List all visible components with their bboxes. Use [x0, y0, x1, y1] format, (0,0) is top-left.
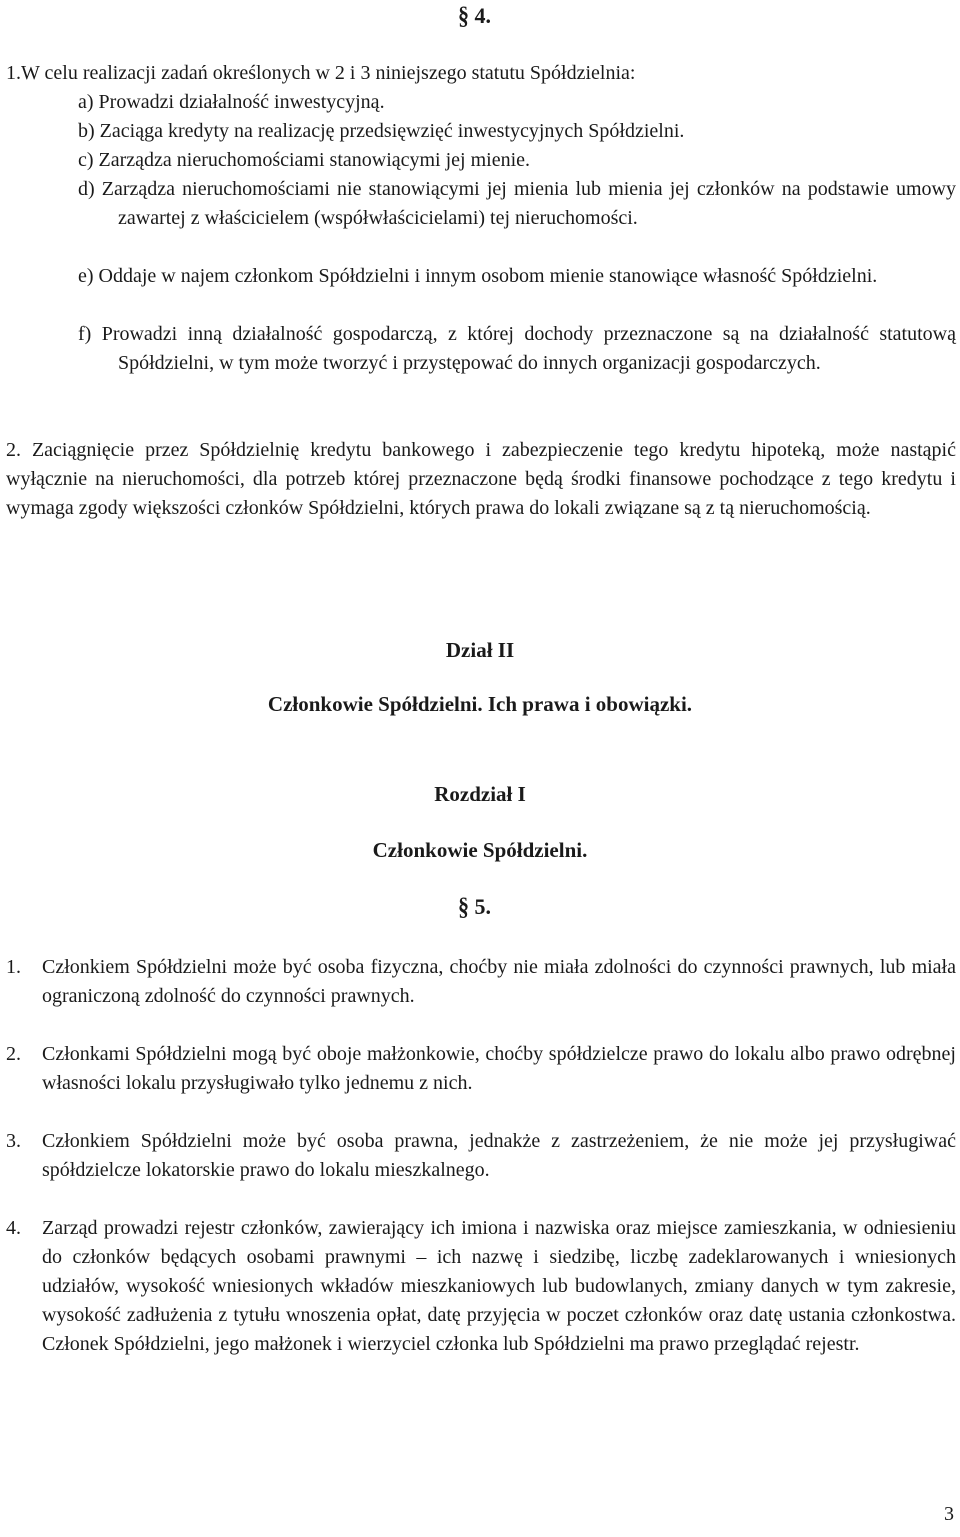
list-item-f: f) Prowadzi inną działalność gospodarczą, z której dochody przeznaczone są na działalność statutową Spółdzielni, w tym może tworzyć i przystępować do innych organizacji gospodarczych. — [78, 323, 956, 374]
section-sign: § — [458, 892, 469, 921]
paragraph-text: Członkiem Spółdzielni może być osoba fizyczna, choćby nie miała zdolności do czynności prawnych, lub miała ograniczoną zdolność do czynności prawnych. — [42, 956, 956, 1007]
section-4-heading — [458, 1, 491, 30]
list-item-a: a) Prowadzi działalność inwestycyjną. — [78, 91, 385, 113]
list-item-d: d) Zarządza nieruchomościami nie stanowiącymi jej mienia lub mienia jej członków na podstawie umowy zawartej z właścicielem (współwłaścicielami) tej nieruchomości. — [78, 178, 956, 229]
chapter-title: Rozdział I — [434, 782, 526, 806]
section-5-paragraph-3 — [6, 1127, 958, 1185]
paragraph-number: 2. — [6, 1043, 21, 1065]
list-item-b: b) Zaciąga kredyty na realizację przedsięwzięć inwestycyjnych Spółdzielni. — [78, 120, 685, 142]
paragraph-number: 1. — [6, 956, 21, 978]
division-title: Dział II — [445, 638, 515, 662]
paragraph-text: Członkiem Spółdzielni może być osoba prawna, jednakże z zastrzeżeniem, że nie może jej przysługiwać spółdzielcze lokatorskie prawo do lokalu mieszkalnego. — [42, 1130, 956, 1181]
paragraph-text: Członkami Spółdzielni mogą być oboje małżonkowie, choćby spółdzielcze prawo do lokalu albo prawo odrębnej własności lokalu przysługiwało tylko jednemu z nich. — [42, 1043, 956, 1094]
section-5-paragraph-4 — [6, 1214, 958, 1359]
paragraph-text: Zarząd prowadzi rejestr członków, zawierający ich imiona i nazwiska oraz miejsce zamieszkania, w odniesieniu do członków będących osobami prawnymi – ich nazwę i siedzibę, liczbę zadeklarowanych i wniesionych udziałów, wysokość wniesionych wkładów mieszkaniowych lub budowlanych, zmiany danych w tym zakresie, wysokość zadłużenia z tytułu wnoszenia opłat, datę przyjęcia w poczet członków oraz datę ustania członkostwa. Członek Spółdzielni, jego małżonek i wierzyciel członka lub Spółdzielni ma prawo przeglądać rejestr. — [42, 1217, 956, 1355]
section-number: 4. — [474, 3, 491, 28]
chapter-subtitle: Członkowie Spółdzielni. — [372, 838, 588, 862]
section-number: 5. — [474, 894, 491, 919]
section-5-paragraph-1 — [6, 953, 958, 1011]
paragraph-number: 3. — [6, 1130, 21, 1152]
section-sign: § — [458, 1, 469, 30]
division-subtitle: Członkowie Spółdzielni. Ich prawa i obowiązki. — [267, 692, 693, 716]
section-5-paragraph-2 — [6, 1040, 958, 1098]
list-item-e: e) Oddaje w najem członkom Spółdzielni i innym osobom mienie stanowiące własność Spółdzielni. — [78, 265, 878, 287]
section-5-heading — [458, 892, 491, 921]
page-number: 3 — [944, 1503, 954, 1525]
paragraph-number: 4. — [6, 1217, 21, 1239]
list-item-c: c) Zarządza nieruchomościami stanowiącymi jej mienie. — [78, 149, 531, 171]
paragraph-1-intro: 1.W celu realizacji zadań określonych w 2 i 3 niniejszego statutu Spółdzielnia: — [6, 62, 636, 84]
paragraph-2: 2. Zaciągnięcie przez Spółdzielnię kredytu bankowego i zabezpieczenie tego kredytu hipoteką, może nastąpić wyłącznie na nieruchomości, dla potrzeb której przeznaczone będą środki finansowe pochodzące z tego kredytu i wymaga zgody większości członków Spółdzielni, których prawa do lokali związane są z tą nieruchomością. — [6, 439, 956, 519]
